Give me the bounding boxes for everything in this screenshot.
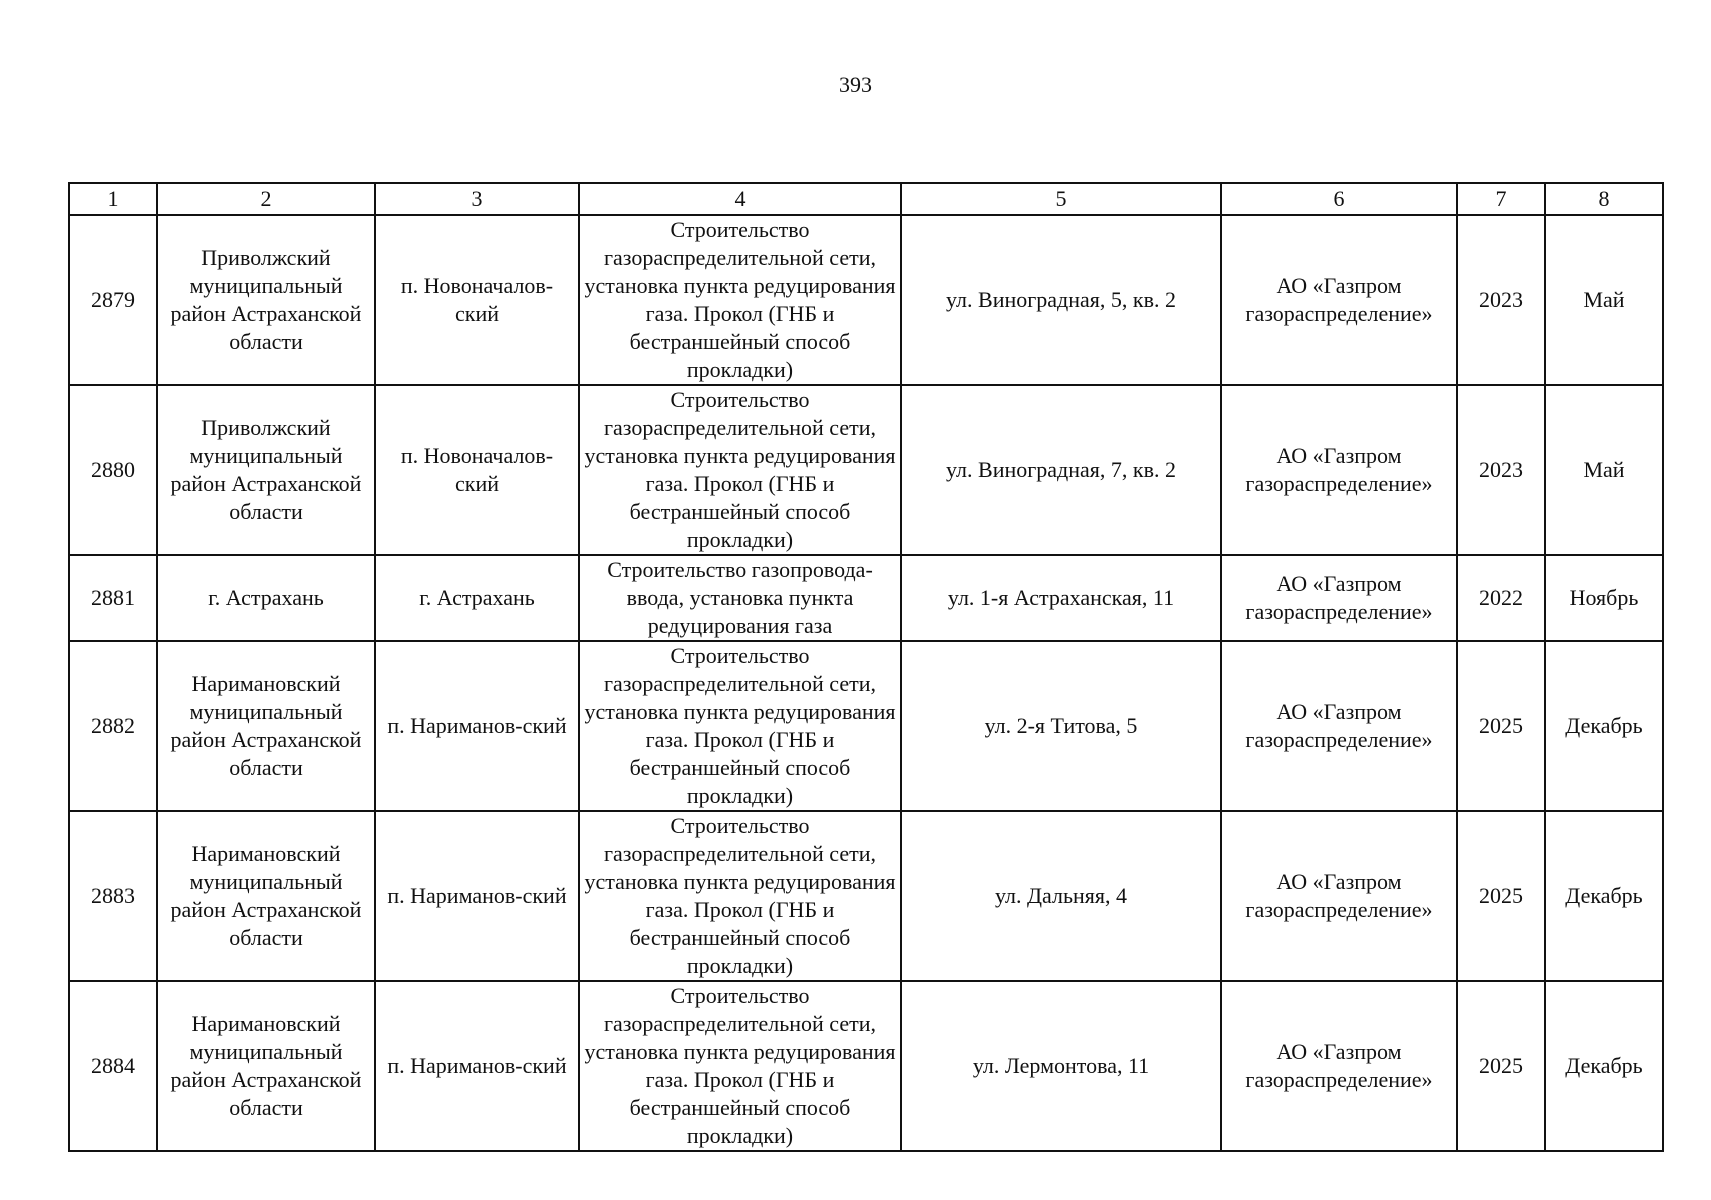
table-row (69, 811, 1663, 981)
organization-cell: АО «Газпром газораспределение» (1221, 811, 1457, 981)
year-cell: 2025 (1457, 981, 1545, 1151)
table-row (69, 981, 1663, 1151)
district-cell: г. Астрахань (157, 555, 375, 641)
header-cell-7: 7 (1457, 183, 1545, 215)
settlement-cell: п. Нариманов-ский (375, 981, 579, 1151)
address-cell: ул. Виноградная, 7, кв. 2 (901, 385, 1221, 555)
table-row (69, 385, 1663, 555)
district-cell: Приволжский муниципальный район Астраханской области (157, 385, 375, 555)
row-number-cell: 2882 (69, 641, 157, 811)
header-cell-2: 2 (157, 183, 375, 215)
month-cell: Ноябрь (1545, 555, 1663, 641)
month-cell: Декабрь (1545, 811, 1663, 981)
work-description-cell: Строительство газораспределительной сети, установка пункта редуцирования газа. Прокол (ГНБ и бестраншейный способ прокладки) (579, 641, 901, 811)
month-cell: Май (1545, 385, 1663, 555)
header-row (69, 183, 1663, 215)
header-cell-6: 6 (1221, 183, 1457, 215)
work-description-cell: Строительство газораспределительной сети, установка пункта редуцирования газа. Прокол (ГНБ и бестраншейный способ прокладки) (579, 385, 901, 555)
district-cell: Наримановский муниципальный район Астраханской области (157, 981, 375, 1151)
header-cell-1: 1 (69, 183, 157, 215)
table-row (69, 215, 1663, 385)
year-cell: 2022 (1457, 555, 1545, 641)
header-cell-3: 3 (375, 183, 579, 215)
district-cell: Наримановский муниципальный район Астраханской области (157, 811, 375, 981)
month-cell: Май (1545, 215, 1663, 385)
row-number-cell: 2881 (69, 555, 157, 641)
address-cell: ул. Виноградная, 5, кв. 2 (901, 215, 1221, 385)
month-cell: Декабрь (1545, 981, 1663, 1151)
organization-cell: АО «Газпром газораспределение» (1221, 385, 1457, 555)
header-cell-5: 5 (901, 183, 1221, 215)
organization-cell: АО «Газпром газораспределение» (1221, 981, 1457, 1151)
row-number-cell: 2884 (69, 981, 157, 1151)
table-row (69, 641, 1663, 811)
settlement-cell: п. Нариманов-ский (375, 641, 579, 811)
address-cell: ул. Дальняя, 4 (901, 811, 1221, 981)
table-row (69, 555, 1663, 641)
month-cell: Декабрь (1545, 641, 1663, 811)
address-cell: ул. Лермонтова, 11 (901, 981, 1221, 1151)
work-description-cell: Строительство газораспределительной сети, установка пункта редуцирования газа. Прокол (ГНБ и бестраншейный способ прокладки) (579, 215, 901, 385)
district-cell: Приволжский муниципальный район Астраханской области (157, 215, 375, 385)
address-cell: ул. 2-я Титова, 5 (901, 641, 1221, 811)
year-cell: 2023 (1457, 385, 1545, 555)
gasification-table (68, 182, 1664, 1152)
organization-cell: АО «Газпром газораспределение» (1221, 215, 1457, 385)
settlement-cell: п. Новоначалов-ский (375, 215, 579, 385)
row-number-cell: 2883 (69, 811, 157, 981)
header-cell-4: 4 (579, 183, 901, 215)
page-number: 393 (839, 72, 872, 97)
work-description-cell: Строительство газораспределительной сети, установка пункта редуцирования газа. Прокол (ГНБ и бестраншейный способ прокладки) (579, 811, 901, 981)
district-cell: Наримановский муниципальный район Астраханской области (157, 641, 375, 811)
work-description-cell: Строительство газораспределительной сети, установка пункта редуцирования газа. Прокол (ГНБ и бестраншейный способ прокладки) (579, 981, 901, 1151)
row-number-cell: 2880 (69, 385, 157, 555)
organization-cell: АО «Газпром газораспределение» (1221, 555, 1457, 641)
work-description-cell: Строительство газопровода-ввода, установка пункта редуцирования газа (579, 555, 901, 641)
year-cell: 2025 (1457, 641, 1545, 811)
settlement-cell: п. Нариманов-ский (375, 811, 579, 981)
settlement-cell: п. Новоначалов-ский (375, 385, 579, 555)
settlement-cell: г. Астрахань (375, 555, 579, 641)
year-cell: 2025 (1457, 811, 1545, 981)
row-number-cell: 2879 (69, 215, 157, 385)
address-cell: ул. 1-я Астраханская, 11 (901, 555, 1221, 641)
year-cell: 2023 (1457, 215, 1545, 385)
header-cell-8: 8 (1545, 183, 1663, 215)
organization-cell: АО «Газпром газораспределение» (1221, 641, 1457, 811)
